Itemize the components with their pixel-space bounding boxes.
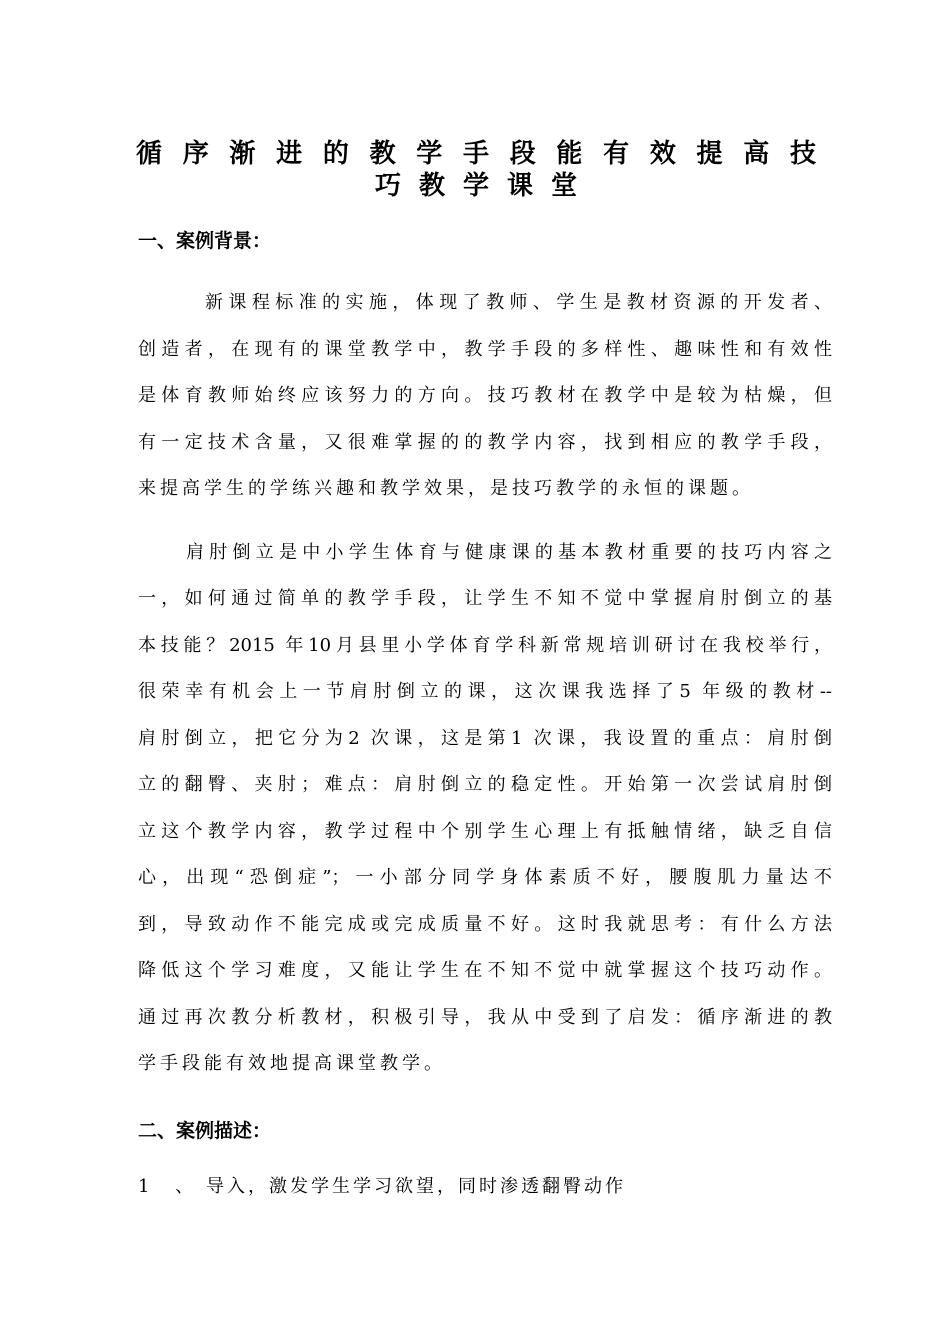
document-title-line-1: 循序渐进的教学手段能有效提高技 — [136, 139, 816, 169]
section-heading-background: 一、案例背景： — [138, 230, 272, 252]
paragraph-line: 降低这个学习难度，又能让学生在不知不觉中就掌握这个技巧动作。 — [138, 960, 832, 981]
paragraph-line: 到，导致动作不能完成或完成质量不好。这时我就思考：有什么方法 — [138, 914, 832, 935]
paragraph-line: 学手段能有效地提高课堂教学。 — [138, 1053, 446, 1074]
paragraph-line: 立这个教学内容，教学过程中个别学生心理上有抵触情绪，缺乏自信 — [138, 821, 832, 842]
list-item-text: 导入，激发学生学习欲望，同时渗透翻臀动作 — [206, 1176, 626, 1197]
paragraph-line: 本技能？2015 年10月县里小学体育学科新常规培训研讨在我校举行， — [138, 635, 832, 656]
paragraph-line: 肩肘倒立，把它分为2 次课，这是第1 次课，我设置的重点：肩肘倒 — [138, 728, 832, 749]
paragraph-line: 有一定技术含量，又很难掌握的的教学内容，找到相应的教学手段， — [138, 432, 832, 453]
paragraph-line: 通过再次教分析教材，积极引导，我从中受到了启发：循序渐进的教 — [138, 1007, 832, 1028]
paragraph-line: 很荣幸有机会上一节肩肘倒立的课，这次课我选择了5 年级的教材-- — [138, 681, 832, 702]
list-item-number: 1 、 — [138, 1176, 204, 1197]
document-title-line-2: 巧教学课堂 — [374, 171, 595, 201]
paragraph-line: 是体育教师始终应该努力的方向。技巧教材在教学中是较为枯燥，但 — [138, 385, 832, 406]
list-item — [138, 1172, 626, 1202]
section-heading-description: 二、案例描述： — [138, 1120, 272, 1142]
paragraph-line: 创造者，在现有的课堂教学中，教学手段的多样性、趣味性和有效性 — [138, 339, 832, 360]
paragraph-line: 立的翻臀、夹肘；难点：肩肘倒立的稳定性。开始第一次尝试肩肘倒 — [138, 774, 832, 795]
paragraph-line: 一，如何通过简单的教学手段，让学生不知不觉中掌握肩肘倒立的基 — [138, 588, 832, 609]
paragraph-line: 来提高学生的学练兴趣和教学效果，是技巧教学的永恒的课题。 — [138, 478, 754, 499]
paragraph-line: 肩肘倒立是中小学生体育与健康课的基本教材重要的技巧内容之 — [186, 542, 832, 563]
paragraph-line: 心，出现“恐倒症”；一小部分同学身体素质不好，腰腹肌力量达不 — [138, 867, 832, 888]
paragraph-line: 新课程标准的实施，体现了教师、学生是教材资源的开发者、 — [205, 292, 832, 313]
